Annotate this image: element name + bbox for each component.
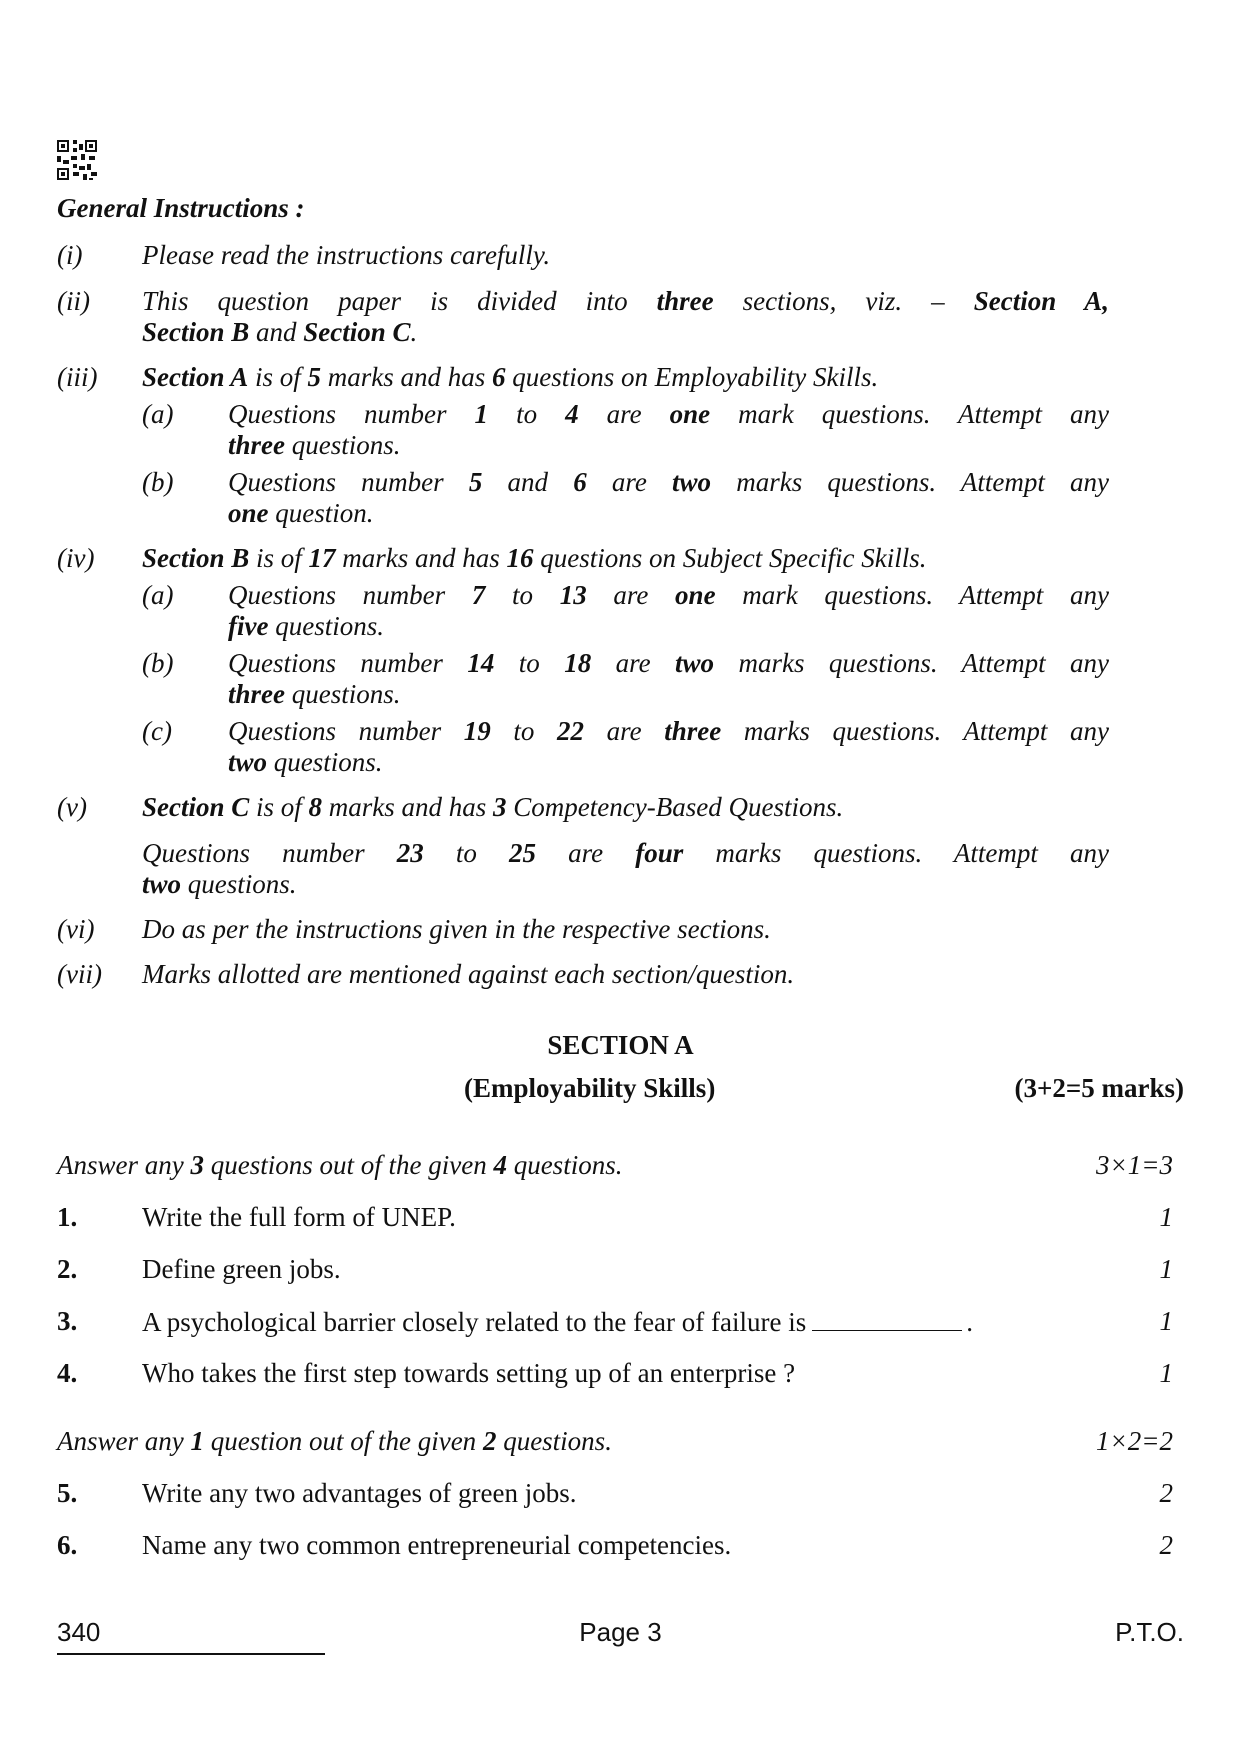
sub-instruction-text: Questions number 5 and 6 are two marks questions. Attempt any (228, 467, 1109, 497)
sub-instruction-text: Questions number 1 to 4 are one mark questions. Attempt any (228, 399, 1109, 429)
sub-instruction-number: (b) (142, 648, 174, 678)
sub-instruction-text-continued: five questions. (228, 611, 384, 641)
qr-code-icon (57, 140, 97, 180)
instruction-text-continued: Section B and Section C. (142, 317, 418, 347)
section-title: SECTION A (547, 1030, 694, 1060)
question-marks: 2 (1159, 1530, 1173, 1560)
sub-instruction-text: Questions number 19 to 22 are three marks questions. Attempt any (228, 716, 1109, 746)
instruction-number: (iv) (57, 543, 95, 573)
instruction-extra-text: Questions number 23 to 25 are four marks questions. Attempt any (142, 838, 1109, 868)
question-number: 1. (57, 1202, 78, 1232)
question-number: 2. (57, 1254, 78, 1284)
question-marks: 1 (1159, 1254, 1173, 1284)
question-text: Define green jobs. (142, 1254, 341, 1284)
sub-instruction-number: (a) (142, 399, 174, 429)
sub-instruction-text-continued: one question. (228, 498, 374, 528)
question-number: 3. (57, 1306, 78, 1336)
section-marks: (3+2=5 marks) (1014, 1073, 1184, 1103)
footer-divider (57, 1653, 325, 1655)
instruction-extra-text-continued: two questions. (142, 869, 297, 899)
question-number: 5. (57, 1478, 78, 1508)
sub-instruction-number: (b) (142, 467, 174, 497)
question-marks: 1 (1159, 1306, 1173, 1336)
sub-instruction-number: (a) (142, 580, 174, 610)
question-text: Write the full form of UNEP. (142, 1202, 456, 1232)
question-number: 4. (57, 1358, 78, 1388)
instruction-text: Please read the instructions carefully. (142, 240, 551, 270)
section-subtitle: (Employability Skills) (464, 1073, 716, 1103)
instruction-number: (vi) (57, 914, 95, 944)
group-marks: 3×1=3 (1096, 1150, 1173, 1180)
question-marks: 1 (1159, 1202, 1173, 1232)
group-marks: 1×2=2 (1096, 1426, 1173, 1456)
instruction-text: Section B is of 17 marks and has 16 questions on Subject Specific Skills. (142, 543, 927, 573)
paper-code: 340 (57, 1617, 101, 1647)
sub-instruction-text-continued: three questions. (228, 679, 401, 709)
instruction-number: (vii) (57, 959, 102, 989)
question-text: Name any two common entrepreneurial competencies. (142, 1530, 732, 1560)
instruction-text: Do as per the instructions given in the respective sections. (142, 914, 771, 944)
instruction-text: Marks allotted are mentioned against each section/question. (142, 959, 795, 989)
instruction-number: (i) (57, 240, 83, 270)
sub-instruction-text-continued: three questions. (228, 430, 401, 460)
sub-instruction-text: Questions number 14 to 18 are two marks questions. Attempt any (228, 648, 1109, 678)
instruction-text: Section C is of 8 marks and has 3 Competency-Based Questions. (142, 792, 844, 822)
question-text: Who takes the first step towards setting up of an enterprise ? (142, 1358, 796, 1388)
question-text: A psychological barrier closely related to the fear of failure is . (142, 1307, 973, 1337)
instruction-number: (ii) (57, 286, 90, 316)
general-instructions-title: General Instructions : (57, 193, 305, 223)
question-text: Write any two advantages of green jobs. (142, 1478, 577, 1508)
question-marks: 2 (1159, 1478, 1173, 1508)
pto-label: P.T.O. (1115, 1617, 1184, 1647)
question-marks: 1 (1159, 1358, 1173, 1388)
group-instruction: Answer any 1 question out of the given 2 questions. (57, 1426, 612, 1456)
sub-instruction-number: (c) (142, 716, 172, 746)
instruction-text: Section A is of 5 marks and has 6 questions on Employability Skills. (142, 362, 879, 392)
question-number: 6. (57, 1530, 78, 1560)
instruction-number: (iii) (57, 362, 98, 392)
page-number: Page 3 (579, 1617, 662, 1647)
sub-instruction-text: Questions number 7 to 13 are one mark questions. Attempt any (228, 580, 1109, 610)
instruction-number: (v) (57, 792, 87, 822)
sub-instruction-text-continued: two questions. (228, 747, 383, 777)
answer-blank[interactable] (812, 1306, 962, 1331)
group-instruction: Answer any 3 questions out of the given 4 questions. (57, 1150, 623, 1180)
instruction-text: This question paper is divided into three sections, viz. – Section A, (142, 286, 1110, 316)
